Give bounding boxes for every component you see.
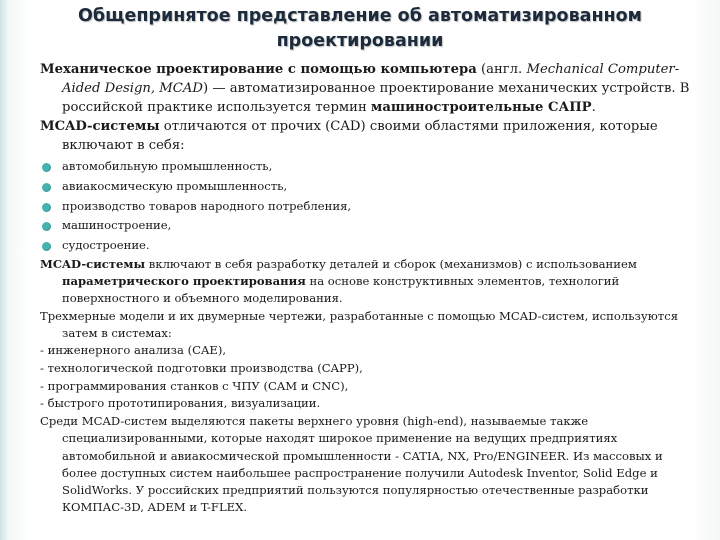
paragraph-models-usage: Трехмерные модели и их двумерные чертежи, разработанные с помощью MCAD-систем, используются затем в системах:: [40, 308, 679, 340]
list-item: [40, 177, 700, 197]
application-areas-list: [40, 157, 700, 256]
bullet-icon: [42, 242, 51, 251]
term-parametric: параметрического проектирования: [62, 274, 306, 289]
title-line-2: проектировании: [276, 31, 444, 51]
slide-content: [40, 60, 700, 516]
list-item-text: производство товаров народного потребления,: [62, 198, 352, 213]
term-english: Mechanical Computer-Aided Design, MCAD: [62, 62, 680, 96]
paragraph-parametric: [40, 256, 700, 308]
term-mcad-systems: MCAD-системы: [40, 119, 160, 134]
paragraph-high-end: Среди MCAD-систем выделяются пакеты верхнего уровня (high-end), называемые также специализированными, которые находят широкое применение на ведущих предприятиях автомобильной и авиакосмической промышленности - CATIA, NX, Pro/ENGINEER. Из массовых и более доступных систем наибольшее распространение получили Autodesk Inventor, Solid Edge и SolidWorks. У российских предприятий пользуются популярностью отечественные разработки КОМПАС-3D, ADEM и T-FLEX.: [40, 414, 663, 515]
term-russian: машиностроительные САПР: [370, 100, 592, 115]
slide-title: [30, 4, 690, 54]
list-item: [40, 197, 700, 217]
bullet-icon: [42, 163, 51, 172]
text-span: включают в себя разработку деталей и сборок (механизмов) с использованием: [145, 256, 637, 271]
text-span: (англ.: [476, 62, 527, 77]
bullet-icon: [42, 183, 51, 192]
text-span: отличаются от прочих (CAD) своими областями приложения, которые включают в себя:: [62, 119, 658, 153]
slide-edge-decoration: [0, 0, 8, 540]
list-item: [40, 236, 700, 256]
text-span: ) — автоматизированное проектирование механических устройств. В российской практике используется термин: [62, 81, 690, 115]
text-span: на основе конструктивных элементов, технологий поверхностного и объемного моделирования.: [62, 274, 620, 306]
list-item-text: авиакосмическую промышленность,: [62, 178, 288, 193]
list-item-text: судостроение.: [62, 238, 150, 253]
list-item: [40, 157, 700, 177]
paragraph-mcad-areas: [40, 117, 700, 155]
dash-item: - программирования станков с ЧПУ (CAM и CNC),: [40, 378, 349, 393]
list-item: [40, 216, 700, 236]
term-mcad-systems-2: MCAD-системы: [40, 256, 146, 271]
title-line-1: Общепринятое представление об автоматизированном: [78, 6, 642, 26]
paragraph-mcad-definition: [40, 60, 700, 117]
dash-item: - инженерного анализа (CAE),: [40, 343, 227, 357]
text-span: .: [591, 100, 596, 115]
list-item-text: автомобильную промышленность,: [62, 159, 273, 173]
dash-item: - технологической подготовки производства (CAPP),: [40, 360, 363, 375]
list-item-text: машиностроение,: [62, 218, 172, 233]
dash-item: - быстрого прототипирования, визуализации.: [40, 396, 321, 411]
term-mcad: Механическое проектирование с помощью компьютера: [40, 62, 477, 77]
bullet-icon: [42, 222, 51, 231]
bullet-icon: [42, 203, 51, 212]
